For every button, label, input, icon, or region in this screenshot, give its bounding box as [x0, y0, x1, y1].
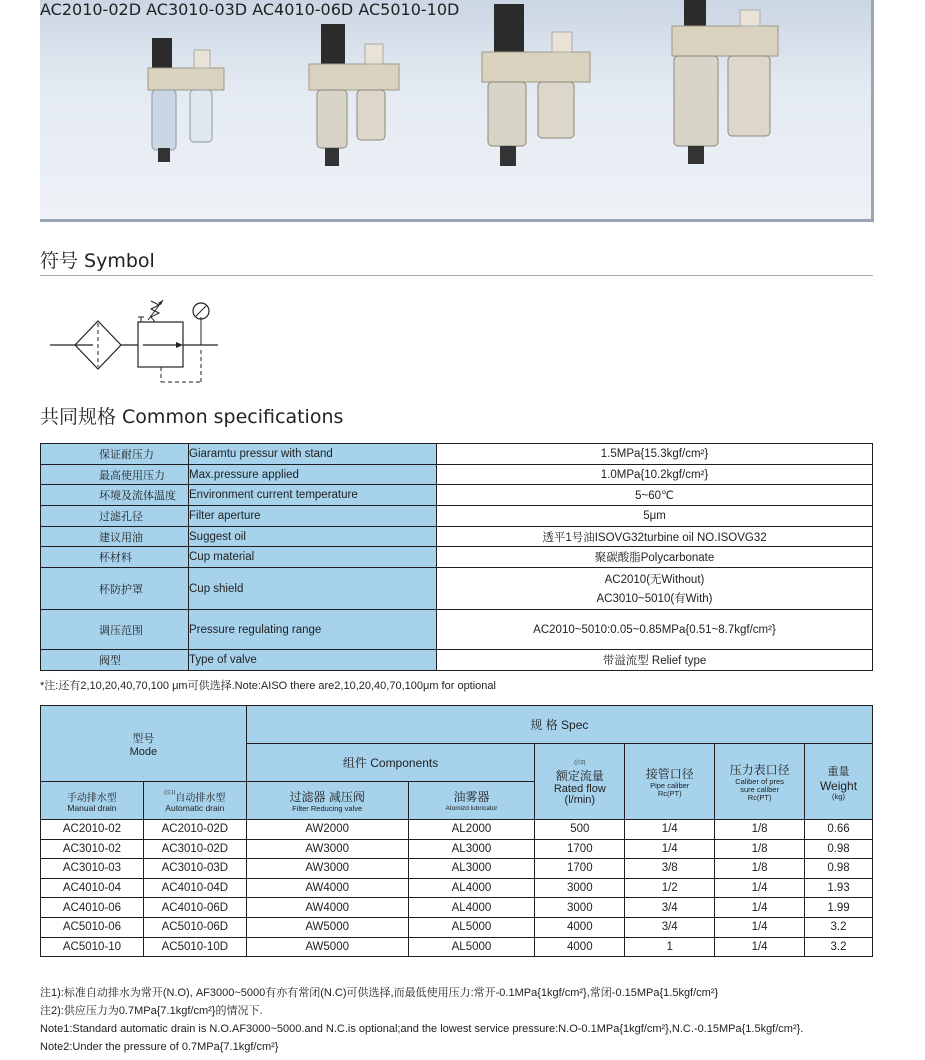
product-banner	[40, 0, 874, 222]
spec-cn: 过滤孔径	[41, 506, 189, 527]
spec-en: Pressure regulating range	[189, 610, 437, 650]
spec-value: 1.5MPa{15.3kgf/cm²}	[437, 444, 873, 465]
gauge-cn: 压力表口径	[729, 763, 790, 777]
gauge-caliber-header	[715, 744, 805, 820]
table-cell: 1/4	[625, 839, 715, 859]
pipe-unit: Rc(PT)	[657, 789, 682, 798]
filter-en: Filter Reducing valve	[292, 804, 363, 813]
table-row	[41, 820, 873, 840]
table-cell: 4000	[535, 917, 625, 937]
auto-en: Automatic drain	[165, 803, 225, 813]
table-row	[41, 444, 873, 465]
spec-cn: 建议用油	[41, 526, 189, 547]
product-label: AC3010-03D	[146, 0, 248, 19]
table-cell: 3/4	[625, 898, 715, 918]
spec-en: Filter aperture	[189, 506, 437, 527]
table-cell: 1/8	[715, 839, 805, 859]
lubricator-header	[408, 782, 535, 820]
table-row	[41, 485, 873, 506]
table-cell: 1/8	[715, 820, 805, 840]
flow-en: Rated flow	[553, 782, 606, 795]
table-row	[41, 839, 873, 859]
flow-unit: (l/min)	[564, 793, 596, 806]
product-label: AC5010-10D	[358, 0, 460, 19]
table-cell: AC5010-10D	[143, 937, 246, 957]
divider	[40, 275, 873, 276]
table-cell: 1.99	[805, 898, 873, 918]
table-row	[41, 859, 873, 879]
lub-cn: 油雾器	[453, 790, 490, 804]
filter-header	[246, 782, 408, 820]
symbol-heading: 符号 Symbol	[40, 250, 155, 272]
table-cell: AC5010-10	[41, 937, 144, 957]
table-cell: AL4000	[408, 878, 535, 898]
gauge-en: sure caliber	[740, 785, 779, 794]
table-row	[41, 610, 873, 650]
table-row	[41, 568, 873, 610]
filter-cn: 过滤器 减压阀	[289, 790, 365, 804]
table-cell: AC3010-03	[41, 859, 144, 879]
table-cell: 3/4	[625, 917, 715, 937]
footnote: 注1):标准自动排水为常开(N.O), AF3000~5000有亦有常闭(N.C)可供选择,而最低使用压力:常开-0.1MPa{1kgf/cm²},常闭-0.15MPa{1.5kgf/cm²}	[40, 987, 719, 999]
product-label: AC4010-06D	[252, 0, 354, 19]
spec-value: 5μm	[437, 506, 873, 527]
auto-cn: 自动排水型	[175, 793, 226, 804]
pneumatic-symbol-diagram	[48, 295, 223, 390]
footnote: Note1:Standard automatic drain is N.O.AF3000~5000.and N.C.is optional;and the lowest service pressure:N.O-0.1MPa{1kgf/cm²},N.C.-0.15MPa{1.5kgf/cm²}.	[40, 1023, 804, 1035]
table-row	[41, 937, 873, 957]
table-row	[41, 464, 873, 485]
spec-cn: 阀型	[41, 650, 189, 671]
spec-cn: 保证耐压力	[41, 444, 189, 465]
manual-en: Manual drain	[67, 803, 117, 813]
spec-cn: 最高使用压力	[41, 464, 189, 485]
table-row	[41, 547, 873, 568]
common-spec-heading: 共同规格 Common specifications	[40, 406, 344, 428]
table-cell: 1/2	[625, 878, 715, 898]
table-cell: AC2010-02D	[143, 820, 246, 840]
table-cell: 1700	[535, 859, 625, 879]
spec-value: AC2010~5010:0.05~0.85MPa{0.51~8.7kgf/cm²}	[437, 610, 873, 650]
table-row	[41, 506, 873, 527]
weight-cn: 重量	[827, 765, 850, 778]
table-cell: AW4000	[246, 878, 408, 898]
table-cell: AW5000	[246, 917, 408, 937]
spec-en: Cup shield	[189, 568, 437, 610]
table-cell: AC4010-04	[41, 878, 144, 898]
table-cell: AC5010-06D	[143, 917, 246, 937]
table-cell: AL3000	[408, 839, 535, 859]
spec-value-line: AC2010(无Without)	[604, 574, 705, 587]
spec-value: 5~60℃	[437, 485, 873, 506]
spec-value: 1.0MPa{10.2kgf/cm²}	[437, 464, 873, 485]
mode-cn: 型号	[132, 732, 155, 745]
footnote: 注2):供应压力为0.7MPa{7.1kgf/cm²}的情况下.	[40, 1005, 263, 1017]
spec-en: Suggest oil	[189, 526, 437, 547]
mode-en: Mode	[129, 745, 158, 758]
spec-cn: 杯防护罩	[41, 568, 189, 610]
table-cell: AL5000	[408, 917, 535, 937]
table-cell: 1700	[535, 839, 625, 859]
spec-value: 透平1号油ISOVG32turbine oil NO.ISOVG32	[437, 526, 873, 547]
spec-header: 规 格 Spec	[246, 706, 872, 744]
table-row	[41, 917, 873, 937]
table-cell: AC3010-02	[41, 839, 144, 859]
table-cell: 3.2	[805, 937, 873, 957]
footnotes	[40, 984, 803, 1056]
table-cell: AW4000	[246, 898, 408, 918]
spec-value	[437, 568, 873, 610]
product-image-ac4010	[478, 2, 598, 172]
product-image-ac5010	[666, 0, 786, 170]
spec-en: Cup material	[189, 547, 437, 568]
flow-mark: (注2)	[574, 759, 586, 766]
spec-en: Environment current temperature	[189, 485, 437, 506]
table-cell: AL5000	[408, 937, 535, 957]
table-cell: AC4010-06	[41, 898, 144, 918]
footnote: Note2:Under the pressure of 0.7MPa{7.1kgf/cm²}	[40, 1041, 279, 1053]
table-cell: 1/4	[715, 937, 805, 957]
spec-en: Type of valve	[189, 650, 437, 671]
table-cell: 1.93	[805, 878, 873, 898]
table-row	[41, 898, 873, 918]
table-cell: 3.2	[805, 917, 873, 937]
flow-cn: 额定流量	[555, 768, 604, 783]
product-image-ac3010	[303, 18, 403, 173]
table-cell: 1	[625, 937, 715, 957]
table-cell: AW5000	[246, 937, 408, 957]
pipe-en: Pipe caliber	[650, 781, 690, 790]
table-row	[41, 878, 873, 898]
model-table	[40, 705, 873, 957]
spec-value: 聚碳酸脂Polycarbonate	[437, 547, 873, 568]
table-cell: 1/4	[715, 917, 805, 937]
table-cell: AW3000	[246, 859, 408, 879]
table-cell: AC5010-06	[41, 917, 144, 937]
spec-cn: 调压范围	[41, 610, 189, 650]
table-cell: 1/4	[715, 898, 805, 918]
table-cell: AC3010-02D	[143, 839, 246, 859]
pipe-cn: 接管口径	[645, 767, 694, 781]
auto-mark: (注1)	[164, 790, 176, 796]
gauge-en: Caliber of pres	[735, 777, 784, 786]
model-table-body	[41, 820, 873, 957]
weight-en: Weight	[819, 778, 858, 793]
table-cell: AC4010-04D	[143, 878, 246, 898]
table-cell: 0.98	[805, 839, 873, 859]
weight-header	[805, 744, 873, 820]
table-row	[41, 650, 873, 671]
table-row	[41, 526, 873, 547]
lub-en: Atomizd lubricator	[445, 805, 498, 812]
common-spec-table	[40, 443, 873, 671]
manual-drain-header	[41, 782, 144, 820]
spec-en: Giaramtu pressur with stand	[189, 444, 437, 465]
table-cell: 1/4	[625, 820, 715, 840]
table-cell: AC4010-06D	[143, 898, 246, 918]
table-cell: AW2000	[246, 820, 408, 840]
pipe-caliber-header	[625, 744, 715, 820]
spec-cn: 杯材料	[41, 547, 189, 568]
table-cell: 0.98	[805, 859, 873, 879]
product-label: AC2010-02D	[40, 0, 142, 19]
table-cell: AC3010-03D	[143, 859, 246, 879]
gauge-unit: Rc(PT)	[747, 793, 772, 802]
table-cell: AL3000	[408, 859, 535, 879]
table-cell: 3000	[535, 878, 625, 898]
auto-drain-header	[143, 782, 246, 820]
spec-cn: 坏境及流体温度	[41, 485, 189, 506]
spec-en: Max.pressure applied	[189, 464, 437, 485]
components-header: 组件 Components	[246, 744, 535, 782]
table-cell: AL2000	[408, 820, 535, 840]
table-cell: 1/4	[715, 878, 805, 898]
table-cell: 3000	[535, 898, 625, 918]
table-cell: AL4000	[408, 898, 535, 918]
weight-unit: (kg)	[832, 791, 845, 801]
spec-value-line: AC3010~5010(有With)	[596, 593, 713, 606]
manual-cn: 手动排水型	[66, 793, 117, 804]
table-cell: 3/8	[625, 859, 715, 879]
spec-value: 带溢流型 Relief type	[437, 650, 873, 671]
table-cell: 1/8	[715, 859, 805, 879]
table-cell: AC2010-02	[41, 820, 144, 840]
optional-aperture-note: *注:还有2,10,20,40,70,100 μm可供选择.Note:AISO there are2,10,20,40,70,100μm for optional	[40, 680, 496, 692]
table-cell: 4000	[535, 937, 625, 957]
table-cell: 500	[535, 820, 625, 840]
rated-flow-header	[535, 744, 625, 820]
table-cell: 0.66	[805, 820, 873, 840]
product-image-ac2010	[140, 30, 230, 170]
mode-header	[41, 706, 247, 782]
table-cell: AW3000	[246, 839, 408, 859]
